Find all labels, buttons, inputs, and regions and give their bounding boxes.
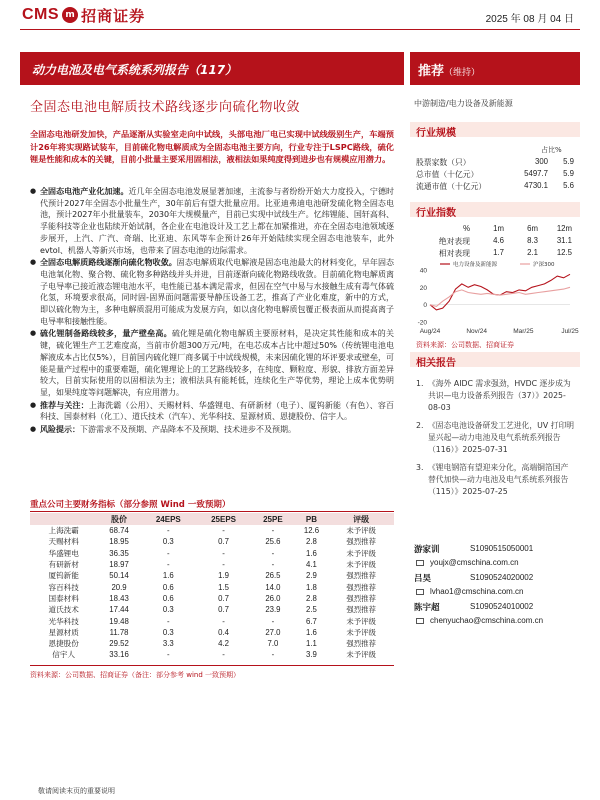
table-cell: 1.6 [306,627,317,637]
table-cell: 26.0 [265,593,281,603]
table-cell: 0.6 [162,582,174,592]
financial-table [30,513,394,661]
table-cell: 2.8 [306,537,317,547]
analyst-name: 吕昊 [414,574,432,584]
logo-text-cn: 招商证券 [81,6,146,25]
series-title: 动力电池及电气系统系列报告（117） [32,63,238,77]
table-cell: - [271,616,275,626]
table-cell: 1.5 [218,582,229,592]
table-row [30,581,394,592]
table-cell: 18.97 [109,560,129,570]
table-row [30,627,394,638]
related-report[interactable]: 1. 《海外 AIDC 需求强劲，HVDC 逐步成为共识—电力设备系列报告（37）》2025-08-03 [416,379,571,412]
analyst-email[interactable]: chenyuchao@cmschina.com.cn [416,616,543,625]
table-cell: 1.9 [218,571,229,581]
table-cell: 68.74 [109,526,129,536]
table-cell: 1.1 [306,639,317,649]
bullet-item: ● 硫化锂制备路线较多，量产壁垒高。硫化锂是硫化物电解质主要原材料，是决定其性能和成本的关键，硫化锂生产工艺难度高，当前市价超300万元/吨，在电芯成本占比中超过50%（传统锂电池电解液成本占比仅5%），目前国内硫化锂厂商多属于中试线规模，未来因硫化锂的坏评要求或壁垒，可能是量产过程中的重要难题，硫化锂理论上的工艺路线较多，在纯度、颗粒度、形貌、排放方面差异较大，目前实际使用的以固相法为主；液相法具有能耗低，连续化生产等优势，理论上成本优势明显，如果纯度等问题解决，有应用潜力。 [30,328,394,398]
series-banner [20,52,404,85]
related-report[interactable]: 3. 《锂电钢箔有望迎来分化，高端铜箔国产替代加快—动力电池及电气系统系列报告（115）》2025-07-25 [416,463,569,496]
table-cell: 强烈推荐 [346,639,376,649]
x-tick-label: Jul/25 [561,328,579,335]
table-cell: 容百科技 [48,582,79,592]
table-cell: 25.6 [265,537,281,547]
x-tick-label: Nov/24 [466,328,487,335]
y-tick-label: 0 [423,302,427,310]
table-row [30,548,394,559]
table-cell: 强烈推荐 [346,582,376,592]
table-cell: 3.3 [162,639,174,649]
table-cell: 18.95 [109,537,129,547]
table-row [30,604,394,615]
chart-source: 资料来源：公司数据、招商证券 [416,341,514,349]
company-logo [22,6,145,24]
table-cell: 19.48 [109,616,129,626]
index-header-row: % 1m 6m 12m [463,224,572,233]
table-cell: 恩捷股份 [48,639,79,649]
table-cell: - [167,548,170,558]
table-cell: - [271,560,275,570]
table-row [30,615,394,626]
bullet-item: ● 全固态电解质路线逐渐向硫化物收敛。固态电解质取代电解液是固态电池最大的材料变化，早年固态电池氧化物、聚合物、硫化物多种路线并头并进，目前逐渐向硫化物路线收敛。目前硫化物电解质离子电导率已接近液态锂电池水平，电性能已基本满足需求，但因在空气中易与水接触生成有毒气体硫化氢，环境要求很高，同时固-固界面问题需要导静压设备工艺，推高了产业化难度，新中的方式，即以硫化物为主，多种电解质混用可能成为发展方向，如以卤化物电解质包覆正极表面从而提高离子电导率和接触性能。 [30,257,394,327]
table-cell: 18.43 [109,593,129,603]
mail-icon [416,618,424,624]
report-headline: 全固态电池电解质技术路线逐步向硫化物收敛 [30,100,301,115]
table-cell: - [222,526,225,536]
table-row [30,559,394,570]
table-cell: 3.9 [306,650,317,660]
table-cell: 20.9 [111,582,127,592]
table-cell: 0.3 [162,605,174,615]
table-cell: 0.7 [218,605,229,615]
legend-label: 沪深300 [533,262,555,268]
bullet-item: ● 全固态电池产业化加速。近几年全固态电池发展显著加速，主流参与者纷纷开始大力度投入，宁德时代预计2027年全固态小批量生产，30年前后有望大批量应用。比亚迪弗迪电池研发硫化物全固态电池，预计2027年小批量装车，2030年大规模量产，目前已实现中试线生产。忆纬锂能、国轩高科、孚能科技等企业也陆续开始试制，各企业在电池设计及工艺上都在加紧推进，亦在全固态电池领域逐步展开，上汽、广汽、奇瑞、比亚迪、东风等车企预计26年开始陆续实现全固态电池装车，此外evtol、机器人等新兴市场，也带来了固态电池的边际需求。 [30,186,394,256]
table-cell: - [222,650,225,660]
x-tick-label: Mar/25 [513,328,534,335]
table-cell: 上海洗霸 [48,526,79,536]
mail-icon [416,589,424,595]
logo-mark-icon: m [62,7,78,23]
bullet-item: ● 风险提示：下游需求不及预期、产品降本不及预期、技术进步不及预期。 [30,424,394,436]
header-divider [20,29,580,30]
table-row [30,536,394,547]
table-cell: 4.1 [306,560,317,570]
y-tick-label: 40 [419,267,427,275]
table-cell: 有研新材 [48,560,79,570]
table-header-row: 股价 24EPS 25EPS 25PE PB 评级 [30,513,394,525]
scale-unit: 占比% [541,146,562,154]
table-cell: 国泰材料 [48,593,79,603]
table-cell: 强烈推荐 [346,571,376,581]
analyst-id: S1090524020002 [470,573,534,582]
y-tick-label: 20 [419,284,427,292]
analyst-id: S1090524010002 [470,602,534,611]
table-cell: 未予评级 [346,526,376,536]
table-cell: 0.4 [218,627,229,637]
table-cell: - [167,616,170,626]
index-performance-chart [410,260,580,336]
table-cell: 强烈推荐 [346,537,376,547]
table-cell: 1.8 [306,582,317,592]
table-cell: 强烈推荐 [346,593,376,603]
table-cell: - [167,560,170,570]
table-row [30,570,394,581]
table-cell: - [271,650,275,660]
footer-note: 敬请阅读末页的重要说明 [38,787,115,795]
table-cell: - [222,616,225,626]
y-tick-label: -20 [417,319,427,327]
x-tick-label: Aug/24 [419,328,441,335]
legend-label: 电力设备及新能源 [453,262,498,268]
section-header-index: 行业指数 [410,202,580,217]
table-cell: 天赐材料 [48,537,79,547]
analyst-name: 游家训 [414,545,440,555]
analyst-name: 陈宇超 [414,603,440,613]
table-cell: 36.35 [109,548,129,558]
table-cell: 7.0 [267,639,279,649]
table-cell: 33.16 [109,650,129,660]
scale-row: 流通市值（十亿元） 4730.1 5.6 [416,181,574,191]
table-title: 重点公司主要财务指标（部分参照 Wind 一致预期） [30,500,231,510]
table-cell: 27.0 [265,627,281,637]
table-row [30,649,394,660]
table-cell: - [222,560,225,570]
bullet-item: ● 推荐与关注：上海洗霸（公用）、天赐材料、华盛锂电、有研新材（电子）、厦钨新能（有色）、容百科技、国泰材料（化工）、道氏技术（汽车）、光华科技、星源材质、恩捷股份、信宇人。 [30,400,394,423]
table-row [30,525,394,536]
section-header-scale: 行业规模 [410,122,580,137]
table-cell: 1.6 [306,548,317,558]
logo-text-en: CMS [22,6,60,23]
table-cell: 0.6 [162,593,174,603]
table-row [30,593,394,604]
report-date: 2025 年 08 月 04 日 [485,14,574,25]
table-cell: 光华科技 [48,616,79,626]
table-source: 资料来源：公司数据、招商证券（备注：部分参考 wind 一致预期） [30,671,240,679]
table-cell: 11.78 [109,627,129,637]
scale-row: 股票家数（只） 300 5.9 [416,157,574,167]
table-cell: 未予评级 [346,560,376,570]
table-cell: 4.2 [218,639,229,649]
table-cell: 0.7 [218,537,229,547]
table-cell: 17.44 [109,605,129,615]
table-cell: 0.7 [218,593,229,603]
rating-label: 推荐（维持） [418,64,481,79]
table-cell: 2.5 [306,605,317,615]
table-cell: 1.6 [162,571,174,581]
table-cell: 强烈推荐 [346,605,376,615]
table-cell: 23.9 [265,605,281,615]
table-cell: 信宇人 [52,650,76,660]
table-cell: 未予评级 [346,650,376,660]
table-cell: - [167,526,170,536]
section-header-related: 相关报告 [410,352,580,367]
table-cell: 华盛锂电 [48,548,79,558]
sector-label: 中游制造/电力设备及新能源 [414,99,513,108]
analyst-id: S1090515050001 [470,544,534,553]
table-cell: - [271,526,275,536]
index-row: 相对表现 1.7 2.1 12.5 [438,248,572,258]
table-cell: 2.9 [306,571,317,581]
table-cell: 未予评级 [346,627,376,637]
table-cell: 厦钨新能 [48,571,79,581]
table-cell: 未予评级 [346,548,376,558]
mail-icon [416,560,424,566]
table-bottom-rule [30,665,394,666]
table-row [30,638,394,649]
analyst-email[interactable]: youjx@cmschina.com.cn [416,558,519,567]
table-cell: 26.5 [265,571,281,581]
table-cell: - [271,548,275,558]
table-cell: 未予评级 [346,616,376,626]
bullet-list [30,186,394,437]
table-cell: 0.3 [162,537,174,547]
table-cell: - [222,548,225,558]
table-cell: 29.52 [109,639,129,649]
table-cell: 12.6 [303,526,320,536]
analyst-email[interactable]: lvhao1@cmschina.com.cn [416,587,524,596]
table-cell: 50.14 [109,571,129,581]
table-cell: 道氏技术 [48,605,79,615]
index-row: 绝对表现 4.6 8.3 31.1 [438,236,572,246]
table-cell: 星源材质 [48,627,79,637]
table-cell: - [167,650,170,660]
related-report[interactable]: 2. 《固态电池设备研发工艺进化，UV 打印明显兴起—动力电池及电气系统系列报告（116）》2025-07-31 [416,421,575,454]
summary-paragraph: 全固态电池研发加快，产品逐渐从实验室走向中试线，头部电池厂电已实现中试线级别生产，车端预计26年将实现路试装车，目前硫化物电解质成为全固态电池主要方向，行业专注于LSPC路线，硫化锂是性能和成本的关键，目前小批量主要采用固相法，液相法如果纯度得到进步也有规模应用潜力。 [30,129,394,164]
rating-banner [410,52,580,85]
table-cell: 2.8 [306,593,317,603]
scale-row: 总市值（十亿元） 5497.7 5.9 [416,169,574,179]
table-top-rule [30,511,394,512]
rating-sub: （维持） [444,68,481,78]
table-cell: 6.7 [306,616,317,626]
table-cell: 14.0 [265,582,281,592]
table-cell: 0.3 [162,627,174,637]
